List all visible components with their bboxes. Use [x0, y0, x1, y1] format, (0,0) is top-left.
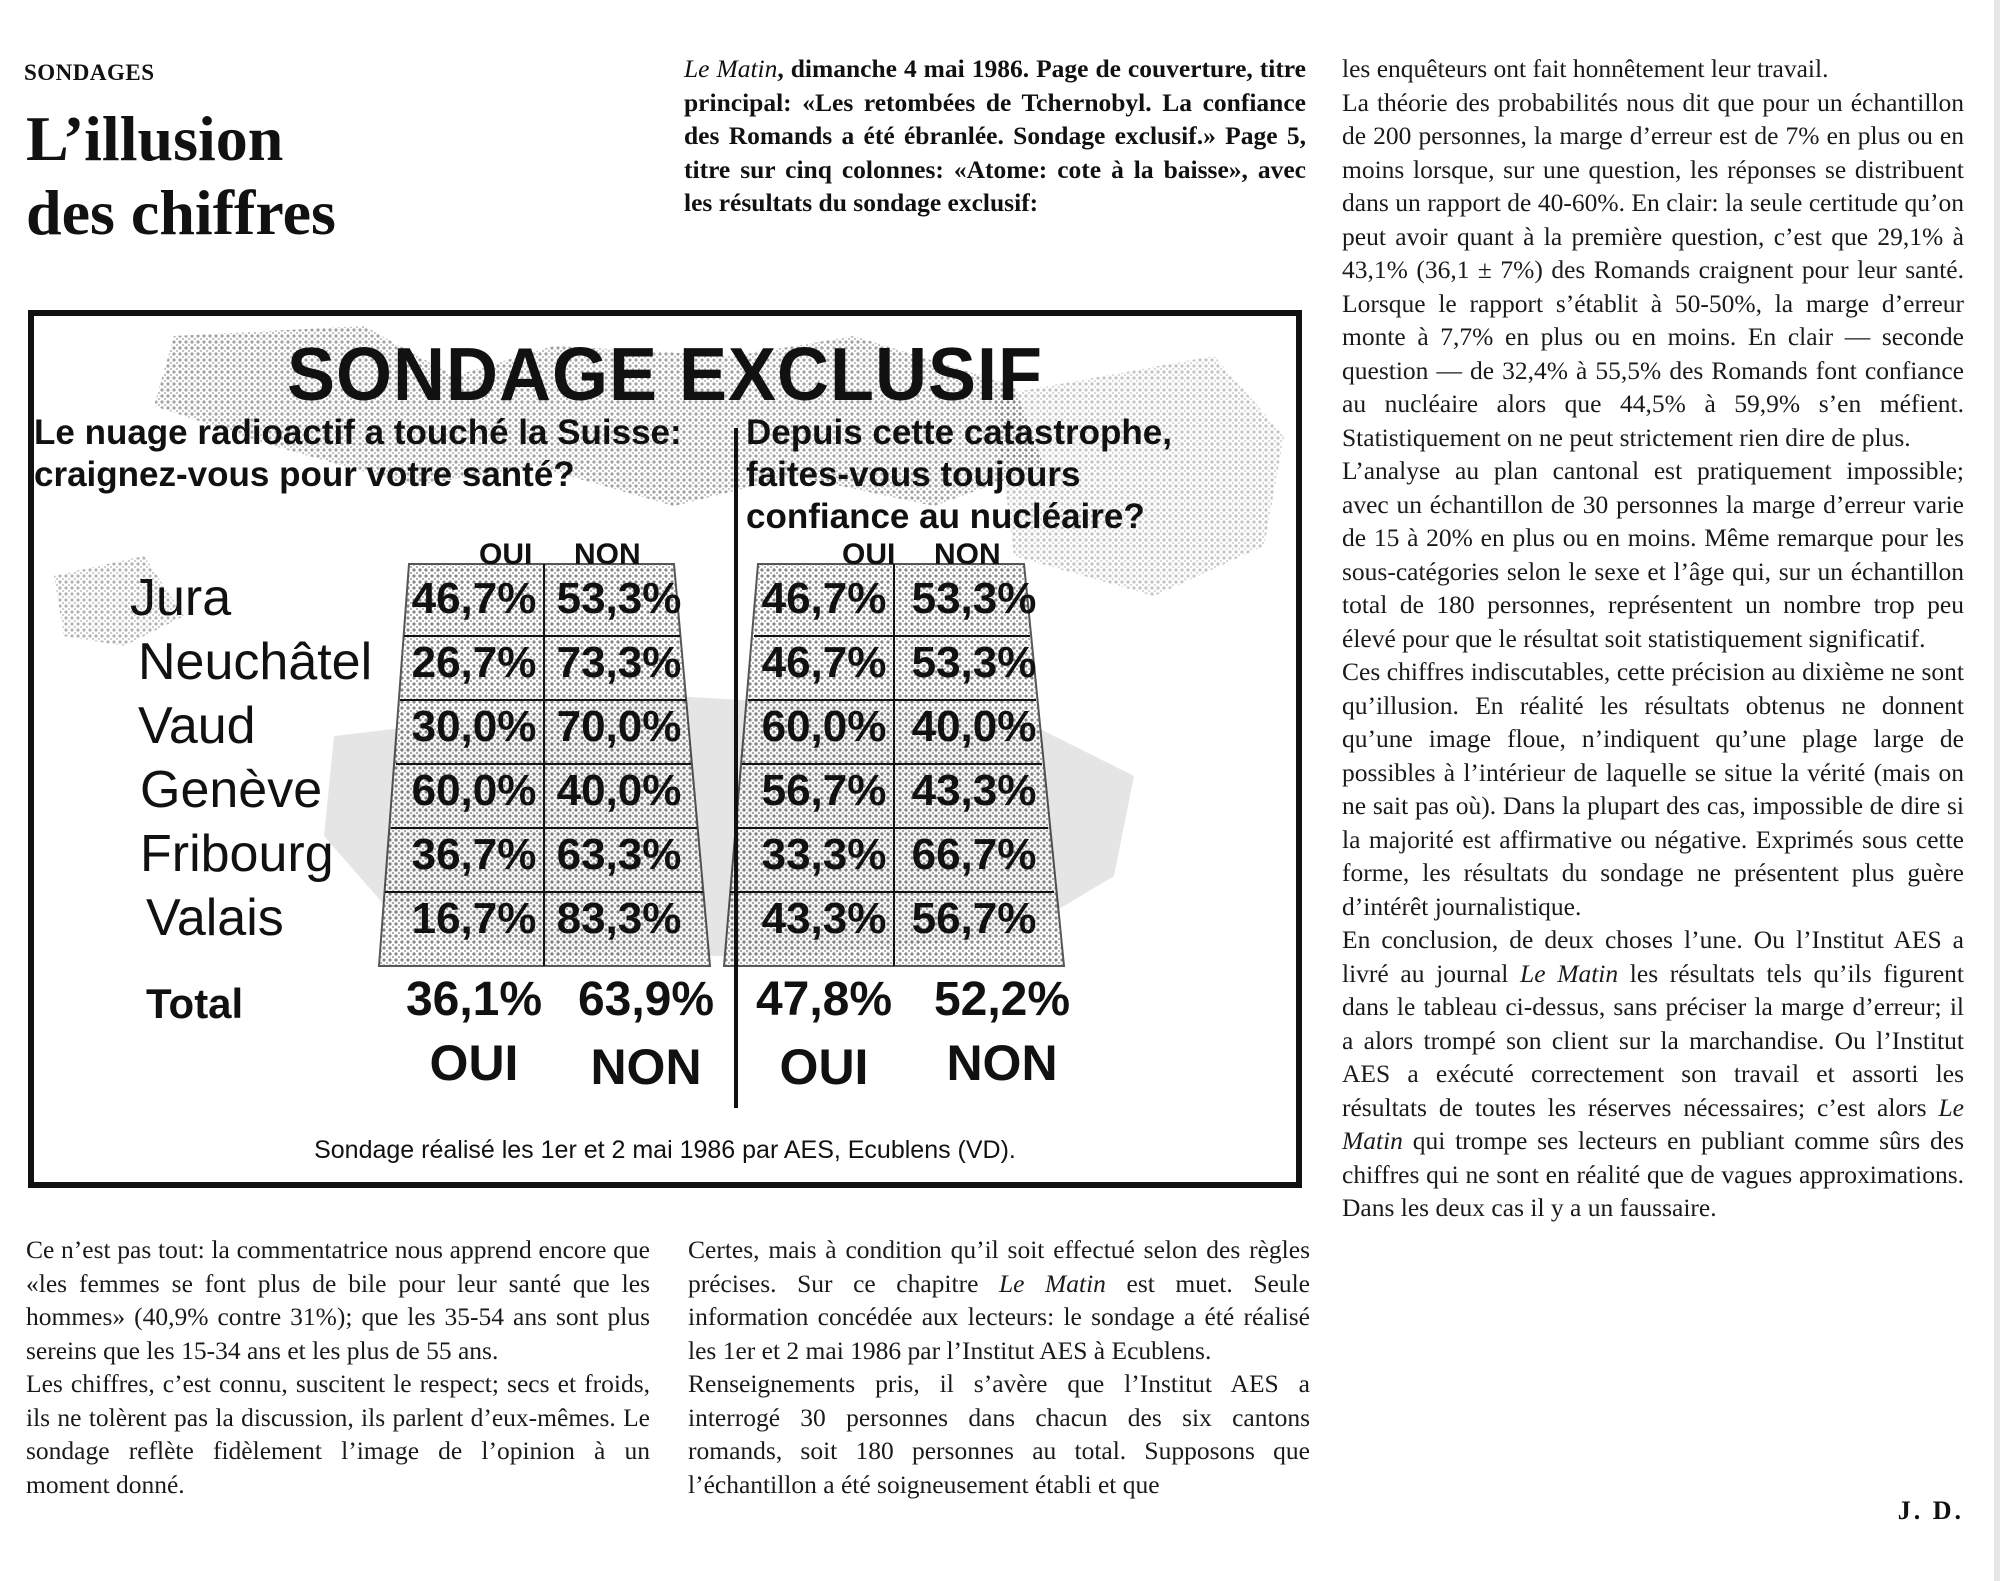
- publication-name: Le Matin: [1520, 958, 1619, 988]
- question-2: [746, 412, 1302, 538]
- publication-name: Le Matin: [998, 1268, 1106, 1298]
- value-cell: 30,0%: [411, 702, 537, 751]
- paragraph: [688, 1233, 1310, 1367]
- question-2-line-3: confiance au nucléaire?: [746, 497, 1145, 536]
- value-cell: 40,0%: [556, 766, 682, 815]
- paragraph: Renseignements pris, il s’avère que l’Institut AES a interrogé 30 personnes dans chacun des six cantons romands, soit 180 personnes au total. Supposons que l’échantillon a été soigneusement établi et que: [688, 1369, 1310, 1499]
- total-value: 63,9%: [577, 973, 715, 1026]
- value-cell: 56,7%: [761, 766, 887, 815]
- canton-label: Valais: [146, 889, 284, 947]
- question-1: [34, 412, 734, 496]
- value-cell: 56,7%: [911, 894, 1037, 943]
- text-run: les résultats tels qu’ils figurent dans le tableau ci-dessus, sans préciser la marge d’erreur; il a alors trompé son client sur la marchandise. Ou l’Institut AES a exécuté correctement son travail et assorti les résultats de toutes les réserves nécessaires; c’est alors: [1342, 958, 1965, 1122]
- poll-title: SONDAGE EXCLUSIF: [286, 333, 1044, 417]
- answer-non-label: NON: [946, 1035, 1058, 1091]
- q2-non-header: NON: [934, 538, 1001, 571]
- paragraph: Ce n’est pas tout: la commentatrice nous apprend encore que «les femmes se font plus de bile pour leur santé que les hommes» (40,9% contre 31%); que les 35-54 ans sont plus sereins que les 15-34 ans et les plus de 55 ans.: [26, 1235, 650, 1365]
- section-kicker: SONDAGES: [24, 60, 155, 85]
- paragraph: La théorie des probabilités nous dit que pour un échantillon de 200 personnes, la marge d’erreur est de 7% en plus ou en moins lorsque, sur une question, les réponses se distribuent dans un rapport de 40-60%. En clair: la seule certitude qu’on peut avoir quant à la première question, c’est que 29,1% à 43,1% (36,1 ± 7%) des Romands craignent pour leur santé. Lorsque le rapport s’établit à 50-50%, la marge d’erreur monte à 7,7% en plus ou en moins. En clair — seconde question — de 32,4% à 55,5% des Romands font confiance au nucléaire alors que 44,5% à 59,9% s’en méfient. Statistiquement on ne peut strictement rien dire de plus.: [1342, 87, 1964, 452]
- question-1-line-2: craignez-vous pour votre santé?: [34, 455, 575, 494]
- value-cell: 16,7%: [411, 894, 537, 943]
- q2-oui-header: OUI: [842, 538, 896, 571]
- question-1-line-1: Le nuage radioactif a touché la Suisse:: [34, 413, 682, 452]
- answer-oui-label: OUI: [779, 1039, 869, 1095]
- value-cell: 53,3%: [556, 574, 682, 623]
- canton-label: Vaud: [138, 697, 256, 755]
- value-cell: 40,0%: [911, 702, 1037, 751]
- headline-line-1: L’illusion: [26, 103, 284, 174]
- value-cell: 60,0%: [411, 766, 537, 815]
- text-run: Certes, mais à condition qu’il soit effectué selon des règles précises. Sur ce chapitre: [688, 1235, 1310, 1298]
- value-cell: 53,3%: [911, 638, 1037, 687]
- text-run: En conclusion, de deux choses l’une. Ou l’Institut AES a livré au journal: [1342, 925, 1964, 988]
- column-right: [1342, 52, 1964, 1225]
- value-cell: 36,7%: [411, 830, 537, 879]
- canton-label: Genève: [140, 761, 323, 819]
- text-run: est muet. Seule information concédée aux lecteurs: le sondage a été réalisé les 1er et 2 mai 1986 par l’Institut AES à Ecublens.: [688, 1268, 1310, 1365]
- headline-line-2: des chiffres: [26, 177, 336, 248]
- q1-non-header: NON: [574, 538, 641, 571]
- value-cell: 46,7%: [761, 638, 887, 687]
- canton-label: Jura: [130, 569, 232, 627]
- value-cell: 26,7%: [411, 638, 537, 687]
- value-cell: 46,7%: [761, 574, 887, 623]
- canton-label: Neuchâtel: [138, 633, 373, 691]
- total-value: 36,1%: [405, 973, 543, 1026]
- value-cell: 43,3%: [911, 766, 1037, 815]
- column-bottom-middle: [688, 1233, 1310, 1501]
- paragraph: Les chiffres, c’est connu, suscitent le respect; secs et froids, ils ne tolèrent pas la discussion, ils parlent d’eux-mêmes. Le sondage reflète fidèlement l’image de l’opinion à un moment donné.: [26, 1369, 650, 1499]
- value-cell: 43,3%: [761, 894, 887, 943]
- poll-graphic: [28, 310, 1302, 1188]
- value-cell: 83,3%: [556, 894, 682, 943]
- text-run: qui trompe ses lecteurs en publiant comme sûrs des chiffres qui ne sont en réalité que de vagues approximations. Dans les deux cas il y a un faussaire.: [1342, 1126, 1964, 1222]
- value-cell: 66,7%: [911, 830, 1037, 879]
- headline: [26, 102, 336, 250]
- value-cell: 63,3%: [556, 830, 682, 879]
- value-cell: 70,0%: [556, 702, 682, 751]
- answer-non-label: NON: [590, 1039, 702, 1095]
- publication-name: Le Matin: [684, 54, 778, 83]
- intro-text: , dimanche 4 mai 1986. Page de couverture, titre principal: «Les retombées de Tchernobyl. La confiance des Romands a été ébranlée. Sondage exclusif.» Page 5, titre sur cinq colonnes: «Atome: cote à la baisse», avec les résultats du sondage exclusif:: [684, 54, 1306, 217]
- canton-label: Fribourg: [140, 825, 334, 883]
- q1-oui-header: OUI: [479, 538, 533, 571]
- value-cell: 73,3%: [556, 638, 682, 687]
- paragraph: [1342, 923, 1964, 1225]
- poll-credit: Sondage réalisé les 1er et 2 mai 1986 par AES, Ecublens (VD).: [314, 1136, 1016, 1164]
- answer-oui-label: OUI: [429, 1035, 519, 1091]
- total-value: 52,2%: [933, 973, 1071, 1026]
- paragraph: les enquêteurs ont fait honnêtement leur travail.: [1342, 54, 1829, 83]
- question-2-line-2: faites-vous toujours: [746, 455, 1081, 494]
- publication-name: Le Matin: [1342, 1092, 1964, 1155]
- page-edge: [1994, 0, 2000, 1581]
- signature: J. D.: [1897, 1496, 1964, 1525]
- total-label: Total: [146, 980, 244, 1027]
- value-cell: 60,0%: [761, 702, 887, 751]
- intro-paragraph: [684, 52, 1306, 220]
- value-cell: 33,3%: [761, 830, 887, 879]
- column-bottom-left: [26, 1233, 650, 1501]
- paragraph: L’analyse au plan cantonal est pratiquement impossible; avec un échantillon de 30 personnes la marge d’erreur varie de 15 à 20% en plus ou en moins. Même remarque pour les sous-catégories selon le sexe et l’âge qui, sur un échantillon total de 180 personnes, représentent un nombre trop peu élevé pour que le résultat soit statistiquement significatif.: [1342, 456, 1964, 653]
- total-value: 47,8%: [755, 973, 893, 1026]
- paragraph: Ces chiffres indiscutables, cette précision au dixième ne sont qu’illusion. En réalité les résultats obtenus ne donnent qu’une image floue, n’indiquent qu’une plage large de possibles à l’intérieur de laquelle se situe la vérité (mais on ne sait pas où). Dans la plupart des cas, impossible de dire si la majorité est affirmative ou négative. Exprimés sous cette forme, les résultats du sondage ne présentent plus guère d’intérêt journalistique.: [1342, 657, 1964, 921]
- value-cell: 53,3%: [911, 574, 1037, 623]
- value-cell: 46,7%: [411, 574, 537, 623]
- question-2-line-1: Depuis cette catastrophe,: [746, 413, 1172, 452]
